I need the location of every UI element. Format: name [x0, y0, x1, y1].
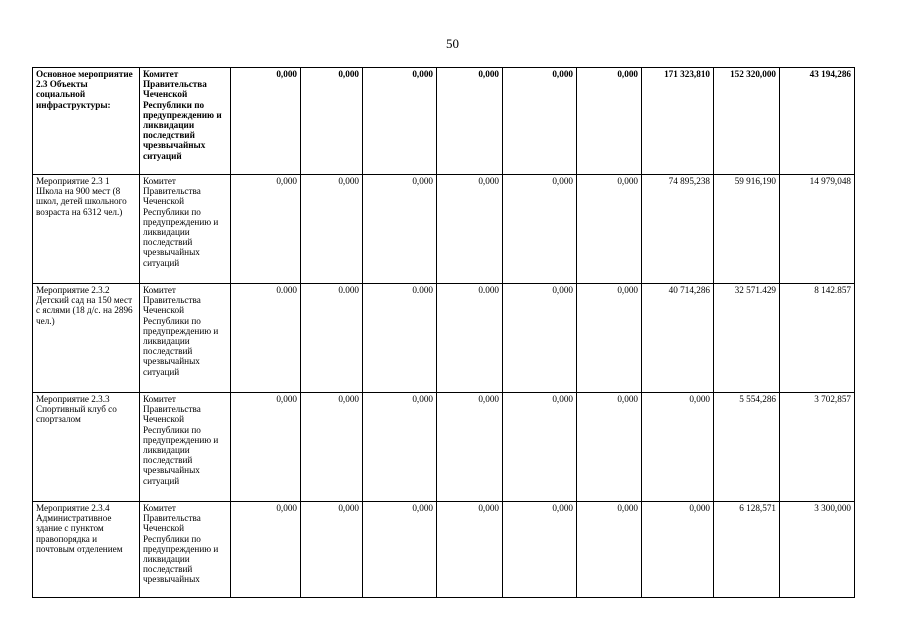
executor-cell: Комитет Правительства Чеченской Республики по предупреждению и ликвидации последствий чрезвычайных ситуаций — [140, 284, 231, 393]
value-cell: 0,000 — [363, 175, 437, 284]
activity-name-cell: Мероприятие 2.3.3 Спортивный клуб со спортзалом — [33, 393, 140, 502]
value-cell: 0,000 — [437, 502, 503, 598]
value-cell: 0,000 — [503, 175, 577, 284]
table-row — [33, 502, 855, 598]
value-cell: 43 194,286 — [780, 68, 855, 175]
value-cell: 6 128,571 — [714, 502, 780, 598]
value-cell: 40 714,286 — [642, 284, 714, 393]
value-cell: 14 979,048 — [780, 175, 855, 284]
value-cell: 0,000 — [577, 68, 642, 175]
value-cell: 0,000 — [437, 68, 503, 175]
page-number: 50 — [446, 36, 459, 51]
value-cell: 0,000 — [301, 393, 363, 502]
value-cell: 8 142.857 — [780, 284, 855, 393]
value-cell: 5 554,286 — [714, 393, 780, 502]
value-cell: 0,000 — [503, 284, 577, 393]
value-cell: 0,000 — [231, 175, 301, 284]
value-cell: 0.000 — [301, 284, 363, 393]
value-cell: 0,000 — [231, 502, 301, 598]
value-cell: 0,000 — [577, 502, 642, 598]
value-cell: 0,000 — [437, 393, 503, 502]
value-cell: 0.000 — [437, 284, 503, 393]
table-row — [33, 175, 855, 284]
value-cell: 152 320,000 — [714, 68, 780, 175]
value-cell: 0,000 — [301, 68, 363, 175]
value-cell: 32 571.429 — [714, 284, 780, 393]
budget-table — [32, 67, 855, 598]
value-cell: 0.000 — [231, 284, 301, 393]
table-row — [33, 393, 855, 502]
value-cell: 0,000 — [577, 393, 642, 502]
activity-name-cell: Основное мероприятие 2.3 Объекты социальной инфраструктуры: — [33, 68, 140, 175]
value-cell: 0.000 — [363, 284, 437, 393]
value-cell: 0,000 — [577, 175, 642, 284]
value-cell: 0,000 — [363, 68, 437, 175]
value-cell: 3 300,000 — [780, 502, 855, 598]
value-cell: 59 916,190 — [714, 175, 780, 284]
value-cell: 74 895,238 — [642, 175, 714, 284]
value-cell: 0,000 — [231, 393, 301, 502]
value-cell: 0,000 — [503, 68, 577, 175]
executor-cell: Комитет Правительства Чеченской Республики по предупреждению и ликвидации последствий чрезвычайных ситуаций — [140, 175, 231, 284]
value-cell: 0,000 — [231, 68, 301, 175]
activity-name-cell: Мероприятие 2.3.2 Детский сад на 150 мест с яслями (18 д/с. на 2896 чел.) — [33, 284, 140, 393]
activity-name-cell: Мероприятие 2.3.4 Административное здание с пунктом правопорядка и почтовым отделением — [33, 502, 140, 598]
value-cell: 0,000 — [363, 393, 437, 502]
table-row — [33, 68, 855, 175]
value-cell: 3 702,857 — [780, 393, 855, 502]
value-cell: 171 323,810 — [642, 68, 714, 175]
value-cell: 0,000 — [503, 393, 577, 502]
executor-cell: Комитет Правительства Чеченской Республики по предупреждению и ликвидации последствий чрезвычайных ситуаций — [140, 68, 231, 175]
value-cell: 0,000 — [301, 502, 363, 598]
executor-cell: Комитет Правительства Чеченской Республики по предупреждению и ликвидации последствий чрезвычайных ситуаций — [140, 393, 231, 502]
value-cell: 0,000 — [301, 175, 363, 284]
value-cell: 0,000 — [363, 502, 437, 598]
value-cell: 0,000 — [577, 284, 642, 393]
activity-name-cell: Мероприятие 2.3 1 Школа на 900 мест (8 школ, детей школьного возраста на 6312 чел.) — [33, 175, 140, 284]
table-row — [33, 284, 855, 393]
value-cell: 0,000 — [642, 393, 714, 502]
executor-cell: Комитет Правительства Чеченской Республики по предупреждению и ликвидации последствий чрезвычайных — [140, 502, 231, 598]
value-cell: 0,000 — [437, 175, 503, 284]
value-cell: 0,000 — [503, 502, 577, 598]
value-cell: 0,000 — [642, 502, 714, 598]
